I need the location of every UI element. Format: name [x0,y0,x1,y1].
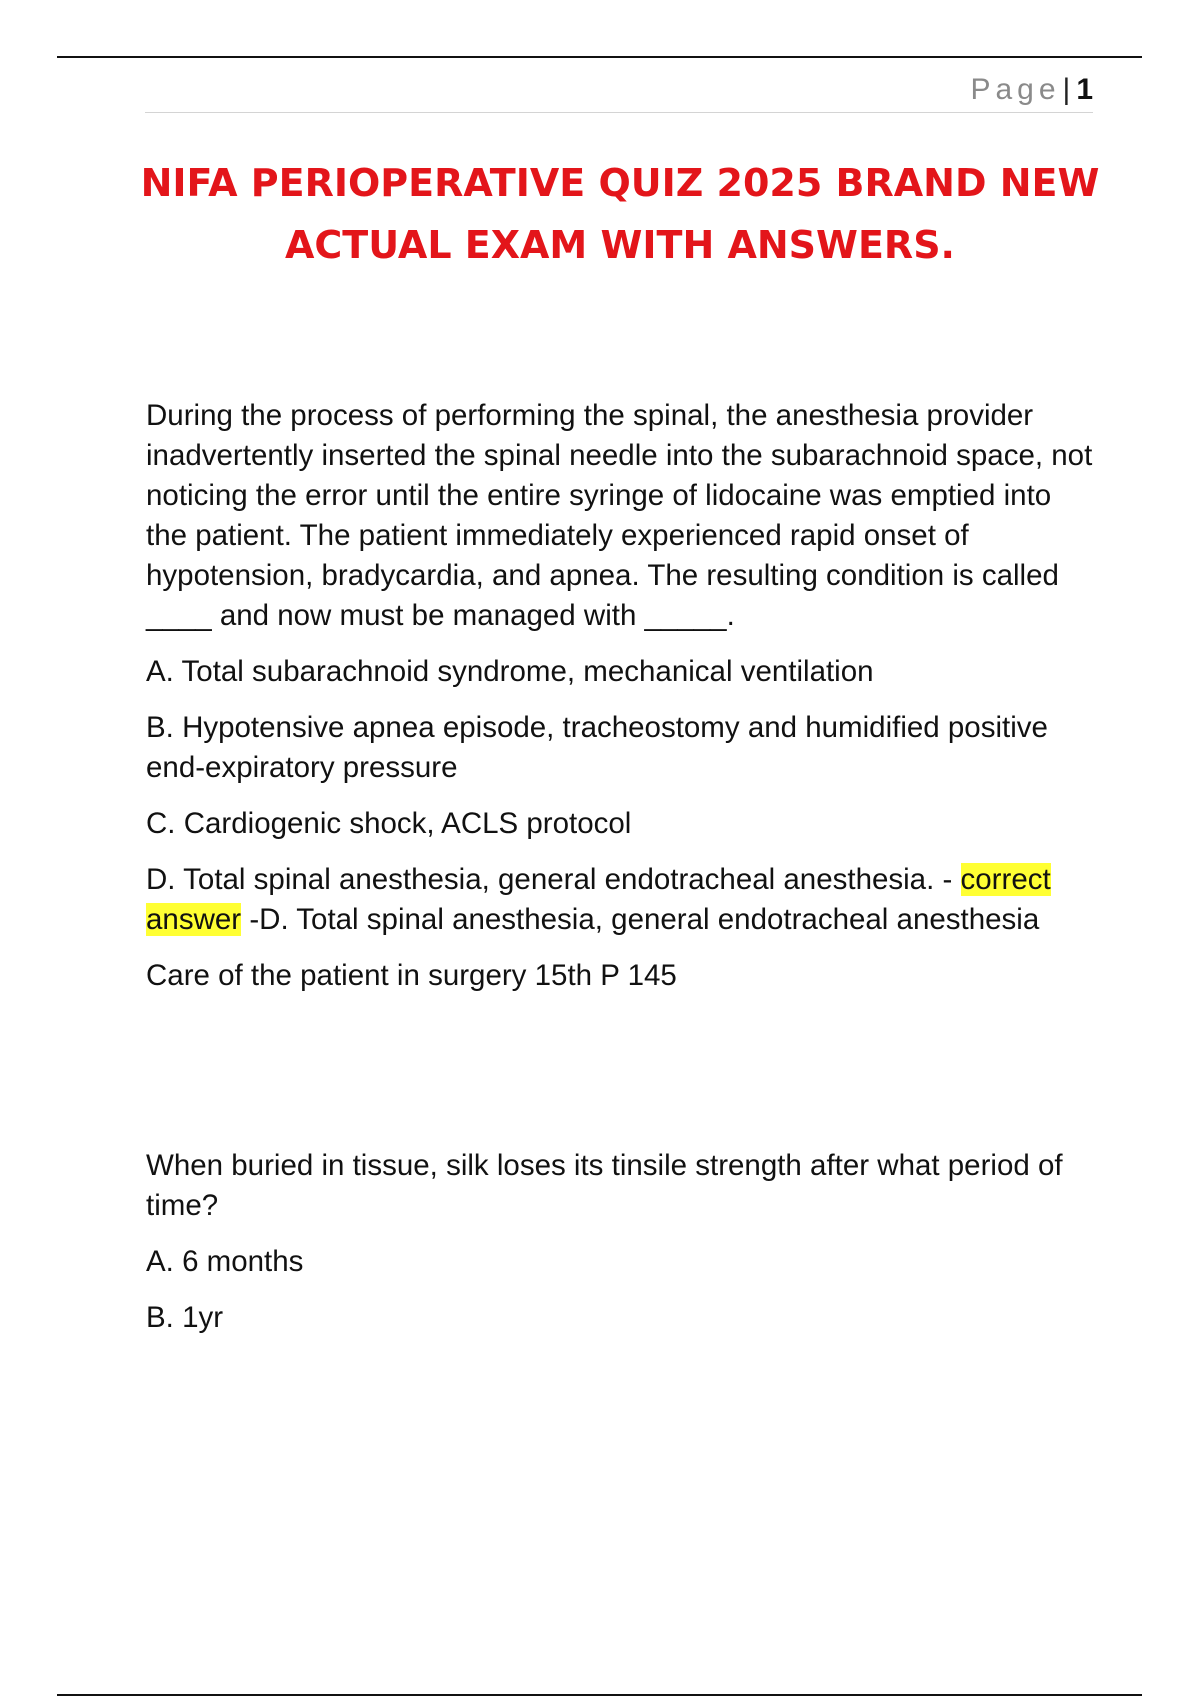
page-label: Page [970,73,1061,106]
page-header [145,68,1093,113]
question-2 [146,1146,1096,1338]
document-body [146,396,1096,1354]
question-1-option-b: B. Hypotensive apnea episode, tracheostomy and humidified positive end-expiratory pressure [146,711,1048,784]
question-1-option-a: A. Total subarachnoid syndrome, mechanical ventilation [146,655,874,688]
question-2-text: When buried in tissue, silk loses its tinsile strength after what period of time? [146,1149,1063,1222]
question-1 [146,396,1096,996]
correct-answer-label: correct answer [146,863,1051,936]
page-number: 1 [1076,73,1093,106]
top-rule [57,56,1142,58]
question-1-option-c: C. Cardiogenic shock, ACLS protocol [146,807,632,840]
question-1-text: During the process of performing the spinal, the anesthesia provider inadvertently inserted the spinal needle into the subarachnoid space, not noticing the error until the entire syringe of lidocaine was emptied into the patient. The patient immediately experienced rapid onset of hypotension, bradycardia, and apnea. The resulting condition is called ____ and now must be managed with _____. [146,399,1093,632]
question-1-option-d-with-answer [146,860,1096,940]
page-separator: | [1062,73,1071,106]
question-2-option-b: B. 1yr [146,1301,224,1334]
question-1-option-d: D. Total spinal anesthesia, general endotracheal anesthesia. - [146,863,953,896]
document-title: NIFA PERIOPERATIVE QUIZ 2025 BRAND NEW ACTUAL EXAM WITH ANSWERS. [140,161,1100,267]
question-1-reference: Care of the patient in surgery 15th P 145 [146,959,677,992]
correct-answer-text: -D. Total spinal anesthesia, general endotracheal anesthesia [249,903,1040,936]
bottom-rule [57,1694,1142,1696]
question-2-option-a: A. 6 months [146,1245,304,1278]
